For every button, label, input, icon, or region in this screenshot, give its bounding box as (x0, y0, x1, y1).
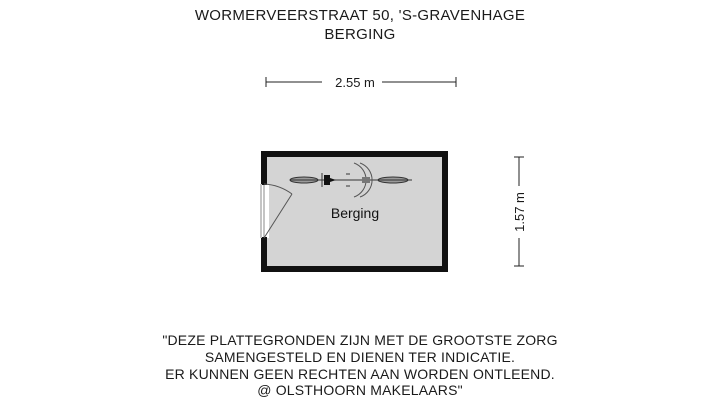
height-dimension-label: 1.57 m (512, 192, 527, 232)
disclaimer-line-4: @ OLSTHOORN MAKELAARS" (257, 382, 463, 398)
room-label: Berging (330, 205, 380, 221)
address-title: WORMERVEERSTRAAT 50, 'S-GRAVENHAGE (194, 7, 526, 24)
width-dimension-label: 2.55 m (335, 75, 375, 90)
height-dimension (512, 157, 527, 266)
disclaimer-line-2: SAMENGESTELD EN DIENEN TER INDICATIE. (204, 349, 516, 365)
width-dimension (266, 75, 456, 90)
disclaimer-line-1: "DEZE PLATTEGRONDEN ZIJN MET DE GROOTSTE ZORG (162, 332, 558, 348)
floor-title: BERGING (324, 26, 396, 43)
disclaimer-line-3: ER KUNNEN GEEN RECHTEN AAN WORDEN ONTLEEND. (165, 366, 555, 382)
